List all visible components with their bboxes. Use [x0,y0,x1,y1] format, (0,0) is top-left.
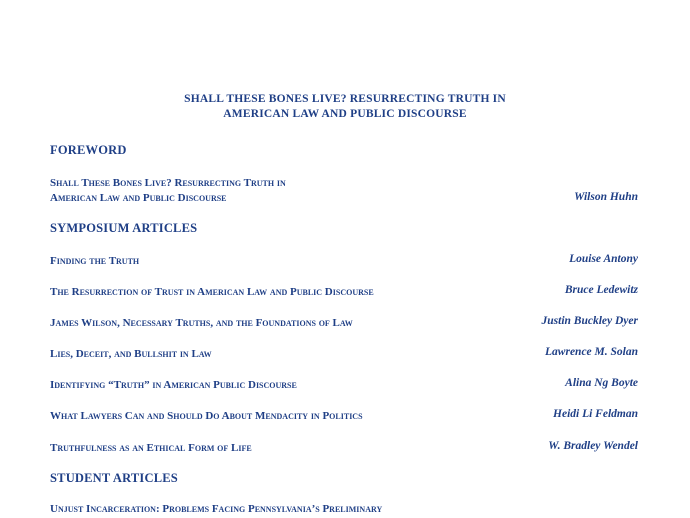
symposium-entry-author: Louise Antony [569,253,638,265]
foreword-entry-title-line-2: American Law and Public Discourse [50,192,227,204]
symposium-entry-title: What Lawyers Can and Should Do About Mendacity in Politics [50,410,363,422]
symposium-entry-title: Finding the Truth [50,255,140,267]
symposium-entry-author: Bruce Ledewitz [564,284,638,296]
section-heading-symposium: SYMPOSIUM ARTICLES [50,221,198,235]
symposium-entry-title: The Resurrection of Trust in American Law and Public Discourse [50,286,374,298]
student-entry-title: Unjust Incarceration: Problems Facing Pennsylvania’s Preliminary [50,503,383,515]
page-title [0,92,690,122]
symposium-entry-author: W. Bradley Wendel [548,440,638,452]
symposium-entry-author: Alina Ng Boyte [565,377,638,389]
page-title-line-2: AMERICAN LAW AND PUBLIC DISCOURSE [223,108,467,120]
symposium-entry-title: Truthfulness as an Ethical Form of Life [50,442,252,454]
foreword-entry-author: Wilson Huhn [574,191,638,203]
symposium-entry-title: Lies, Deceit, and Bullshit in Law [50,348,212,360]
symposium-entry-author: Lawrence M. Solan [545,346,638,358]
symposium-entry-title: Identifying “Truth” in American Public Discourse [50,379,297,391]
section-heading-student: STUDENT ARTICLES [50,471,178,485]
symposium-entry-author: Justin Buckley Dyer [541,315,638,327]
symposium-entry-title: James Wilson, Necessary Truths, and the Foundations of Law [50,317,353,329]
foreword-entry-title [50,176,286,206]
section-heading-foreword: FOREWORD [50,143,127,157]
page-title-line-1: SHALL THESE BONES LIVE? RESURRECTING TRUTH IN [184,93,506,105]
foreword-entry-title-line-1: Shall These Bones Live? Resurrecting Truth in [50,177,286,189]
symposium-entry-author: Heidi Li Feldman [553,408,638,420]
